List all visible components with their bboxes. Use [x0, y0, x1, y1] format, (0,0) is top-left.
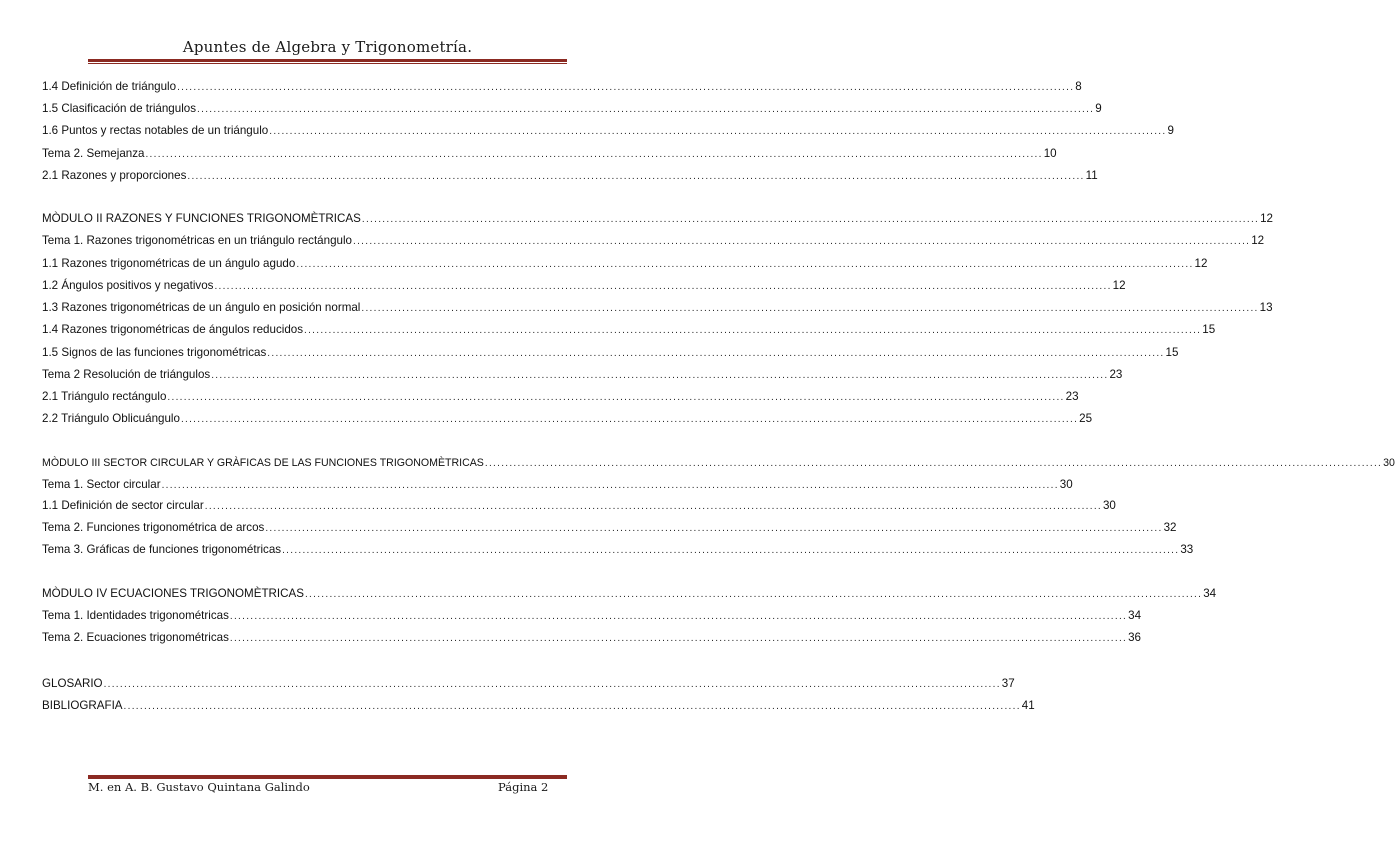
toc-leader: ............................................................................................................................................................................................................................	[123, 701, 1021, 712]
toc-entry[interactable]	[42, 300, 1273, 316]
toc-entry[interactable]	[42, 676, 1015, 692]
toc-entry-page: 9	[1095, 102, 1102, 115]
toc-entry-label: BIBLIOGRAFIA	[42, 699, 123, 712]
toc-leader: ............................................................................................................................................................................................................................	[267, 348, 1165, 359]
toc-entry-label: Tema 1. Sector circular	[42, 478, 161, 491]
toc-leader: ............................................................................................................................................................................................................................	[296, 259, 1194, 270]
toc-leader: ............................................................................................................................................................................................................................	[229, 611, 1128, 622]
toc-leader: ............................................................................................................................................................................................................................	[304, 589, 1203, 600]
toc-entry[interactable]	[42, 389, 1079, 405]
toc-entry-label: Tema 1. Razones trigonométricas en un triángulo rectángulo	[42, 234, 352, 247]
footer-rule	[88, 774, 567, 779]
toc-entry-page: 12	[1260, 212, 1274, 225]
toc-leader: ............................................................................................................................................................................................................................	[484, 458, 1383, 469]
toc-leader: ............................................................................................................................................................................................................................	[361, 214, 1260, 225]
toc-entry-label: Tema 2 Resolución de triángulos	[42, 368, 211, 381]
toc-entry-page: 37	[1001, 677, 1015, 690]
toc-entry-label: 1.5 Signos de las funciones trigonométricas	[42, 346, 267, 359]
toc-leader: ............................................................................................................................................................................................................................	[353, 236, 1251, 247]
toc-entry[interactable]	[42, 477, 1073, 493]
toc-leader: ............................................................................................................................................................................................................................	[204, 501, 1102, 512]
toc-entry-page: 30	[1102, 499, 1116, 512]
toc-entry[interactable]	[42, 146, 1057, 162]
toc-entry[interactable]	[42, 608, 1142, 624]
toc-leader: ............................................................................................................................................................................................................................	[229, 633, 1128, 644]
toc-entry-label: 1.3 Razones trigonométricas de un ángulo en posición normal	[42, 301, 361, 314]
toc-entry-page: 15	[1202, 323, 1216, 336]
toc-entry[interactable]	[42, 411, 1093, 427]
toc-leader: ............................................................................................................................................................................................................................	[265, 523, 1163, 534]
toc-entry-page: 30	[1383, 457, 1395, 469]
toc-entry[interactable]	[42, 367, 1123, 383]
footer-author: M. en A. B. Gustavo Quintana Galindo	[88, 780, 310, 794]
toc-entry-label: 1.5 Clasificación de triángulos	[42, 102, 197, 115]
toc-entry[interactable]	[42, 542, 1194, 558]
toc-leader: ............................................................................................................................................................................................................................	[145, 149, 1043, 160]
toc-leader: ............................................................................................................................................................................................................................	[211, 370, 1109, 381]
toc-leader: ............................................................................................................................................................................................................................	[177, 82, 1075, 93]
toc-leader: ............................................................................................................................................................................................................................	[214, 281, 1112, 292]
toc-entry-page: 34	[1203, 587, 1217, 600]
toc-leader: ............................................................................................................................................................................................................................	[180, 414, 1079, 425]
toc-entry[interactable]	[42, 168, 1098, 184]
toc-entry-page: 23	[1109, 368, 1123, 381]
toc-leader: ............................................................................................................................................................................................................................	[304, 325, 1202, 336]
toc-entry[interactable]	[42, 455, 1395, 471]
toc-entry-page: 33	[1180, 543, 1194, 556]
toc-entry-label: 1.1 Razones trigonométricas de un ángulo agudo	[42, 257, 296, 270]
toc-leader: ............................................................................................................................................................................................................................	[167, 392, 1065, 403]
toc-entry[interactable]	[42, 520, 1177, 536]
toc-entry[interactable]	[42, 630, 1142, 646]
header-title: Apuntes de Algebra y Trigonometría.	[182, 38, 473, 56]
toc-entry-page: 9	[1167, 124, 1174, 137]
toc-entry-page: 32	[1163, 521, 1177, 534]
toc-entry[interactable]	[42, 586, 1217, 602]
toc-entry-page: 13	[1259, 301, 1273, 314]
toc-entry-label: GLOSARIO	[42, 677, 103, 690]
toc-entry-label: 2.2 Triángulo Oblicuángulo	[42, 412, 180, 425]
toc-entry-page: 41	[1021, 699, 1035, 712]
toc-entry-label: 1.4 Razones trigonométricas de ángulos reducidos	[42, 323, 304, 336]
header-rule	[88, 59, 567, 64]
toc-entry[interactable]	[42, 79, 1082, 95]
toc-entry-page: 36	[1128, 631, 1142, 644]
toc-entry-label: MÒDULO II RAZONES Y FUNCIONES TRIGONOMÈTRICAS	[42, 212, 361, 225]
toc-entry-label: Tema 2. Semejanza	[42, 147, 145, 160]
toc-entry-page: 12	[1194, 257, 1208, 270]
toc-entry[interactable]	[42, 256, 1208, 272]
toc-leader: ............................................................................................................................................................................................................................	[361, 303, 1259, 314]
toc-entry-page: 11	[1085, 169, 1098, 182]
toc-entry-page: 25	[1079, 412, 1093, 425]
toc-entry[interactable]	[42, 322, 1216, 338]
toc-entry-label: Tema 1. Identidades trigonométricas	[42, 609, 229, 622]
toc-entry[interactable]	[42, 123, 1174, 139]
toc-entry-page: 8	[1075, 80, 1082, 93]
toc-entry-label: MÒDULO IV ECUACIONES TRIGONOMÈTRICAS	[42, 587, 304, 600]
toc-entry-label: MÒDULO III SECTOR CIRCULAR Y GRÀFICAS DE LAS FUNCIONES TRIGONOMÈTRICAS	[42, 457, 484, 469]
toc-entry-label: Tema 3. Gráficas de funciones trigonométricas	[42, 543, 282, 556]
toc-entry-label: Tema 2. Ecuaciones trigonométricas	[42, 631, 229, 644]
toc-entry-label: 1.4 Definición de triángulo	[42, 80, 177, 93]
toc-entry[interactable]	[42, 698, 1035, 714]
toc-entry-label: 1.1 Definición de sector circular	[42, 499, 204, 512]
toc-entry-page: 12	[1251, 234, 1265, 247]
toc-entry[interactable]	[42, 233, 1265, 249]
toc-entry-page: 23	[1065, 390, 1079, 403]
toc-entry[interactable]	[42, 345, 1179, 361]
toc-entry-label: 2.1 Triángulo rectángulo	[42, 390, 167, 403]
toc-entry[interactable]	[42, 498, 1116, 514]
toc-entry-label: 2.1 Razones y proporciones	[42, 169, 187, 182]
footer-page-number: Página 2	[498, 780, 549, 794]
toc-leader: ............................................................................................................................................................................................................................	[282, 545, 1180, 556]
toc-entry[interactable]	[42, 211, 1274, 227]
toc-entry-page: 15	[1165, 346, 1179, 359]
toc-leader: ............................................................................................................................................................................................................................	[161, 480, 1059, 491]
toc-entry[interactable]	[42, 101, 1102, 117]
toc-entry-page: 10	[1043, 147, 1057, 160]
toc-entry-label: 1.6 Puntos y rectas notables de un triángulo	[42, 124, 269, 137]
toc-entry-page: 12	[1112, 279, 1126, 292]
toc-entry-label: Tema 2. Funciones trigonométrica de arcos	[42, 521, 265, 534]
toc-entry-label: 1.2 Ángulos positivos y negativos	[42, 279, 214, 292]
toc-entry[interactable]	[42, 278, 1126, 294]
toc-leader: ............................................................................................................................................................................................................................	[103, 679, 1001, 690]
toc-entry-page: 34	[1128, 609, 1142, 622]
toc-leader: ............................................................................................................................................................................................................................	[187, 171, 1085, 182]
toc-entry-page: 30	[1059, 478, 1073, 491]
toc-leader: ............................................................................................................................................................................................................................	[269, 126, 1167, 137]
toc-leader: ............................................................................................................................................................................................................................	[197, 104, 1095, 115]
